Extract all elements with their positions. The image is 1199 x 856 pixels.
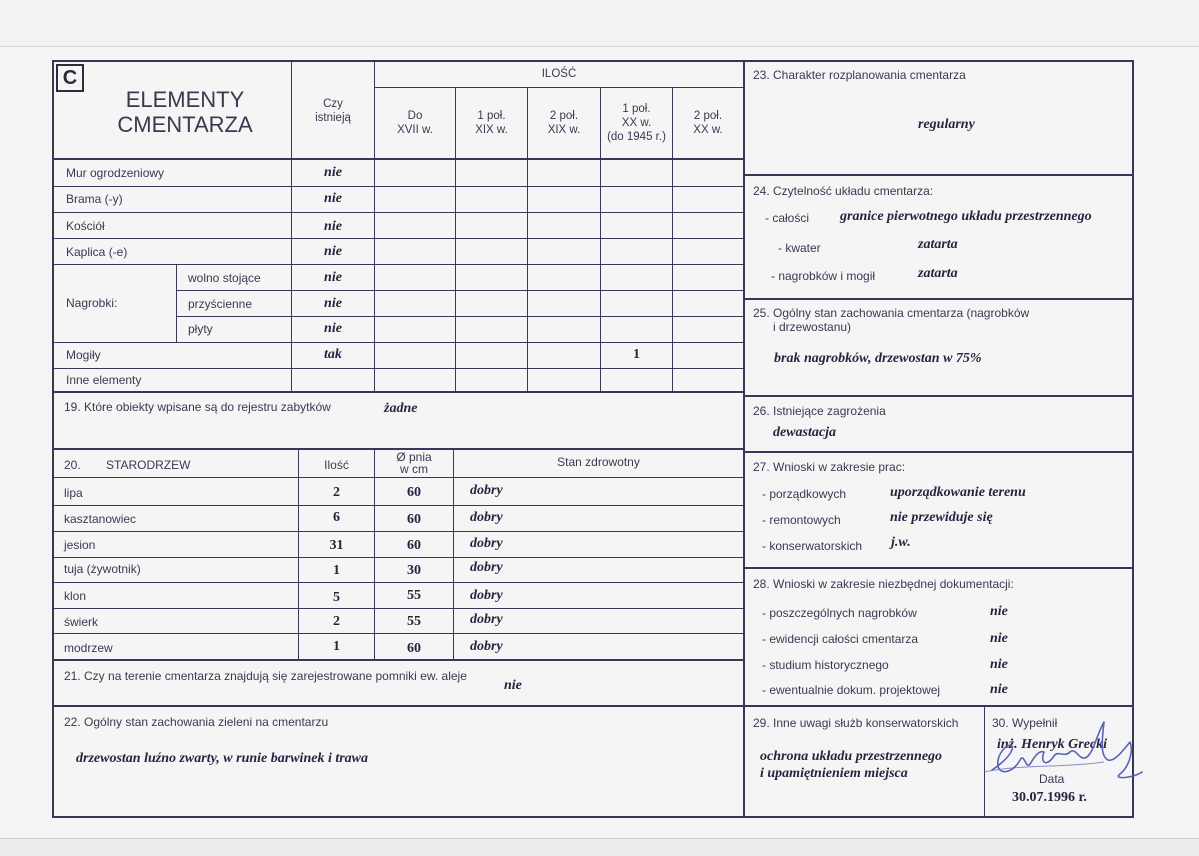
tree-state: dobry	[470, 612, 503, 627]
tree-qty: 1	[333, 563, 340, 578]
element-value: nie	[324, 244, 342, 259]
q28-item-answer: nie	[990, 682, 1008, 697]
element-value: nie	[324, 321, 342, 336]
ilosc-header: ILOŚĆ	[541, 68, 577, 80]
row-line	[744, 451, 1133, 453]
q29-label: 29. Inne uwagi służb konserwatorskich	[753, 716, 959, 730]
tree-qty: 5	[333, 590, 340, 605]
tree-diam: 60	[407, 538, 421, 553]
q27-item-label: - porządkowych	[762, 487, 847, 501]
row-line	[53, 342, 744, 343]
tree-state: dobry	[470, 588, 503, 603]
row-line	[53, 238, 744, 239]
tree-name: klon	[64, 589, 87, 603]
row-line	[53, 505, 744, 506]
q28-item-label: - poszczególnych nagrobków	[762, 606, 917, 620]
q27-item-answer: uporządkowanie terenu	[890, 485, 1026, 500]
row-line	[53, 264, 744, 265]
q24-item-label: - kwater	[778, 241, 821, 255]
period-header: Do XVII w.	[397, 110, 433, 136]
element-value: tak	[324, 347, 342, 362]
q30-date-label: Data	[1039, 772, 1065, 786]
period-header: 1 poł. XX w. (do 1945 r.)	[607, 103, 666, 143]
row-line	[53, 557, 744, 558]
q24-item-label: - całości	[765, 211, 810, 225]
q27-label: 27. Wnioski w zakresie prac:	[753, 460, 906, 474]
q28-item-answer: nie	[990, 631, 1008, 646]
row-line	[53, 608, 744, 609]
row-line	[53, 531, 744, 532]
row-line	[53, 633, 744, 634]
tree-name: kasztanowiec	[64, 512, 137, 526]
tree-state: dobry	[470, 510, 503, 525]
q21-answer: nie	[504, 678, 522, 693]
row-line	[53, 158, 744, 160]
q22-label: 22. Ogólny stan zachowania zieleni na cmentarzu	[64, 715, 329, 729]
q20-col-pnia: Ø pnia w cm	[396, 450, 432, 476]
frame-bottom	[52, 816, 1134, 818]
page-top-edge	[0, 0, 1199, 47]
q28-item-label: - ewidencji całości cmentarza	[762, 632, 919, 646]
tree-name: jesion	[64, 538, 96, 552]
exists-header: Czy istnieją	[315, 98, 351, 124]
element-value: nie	[324, 296, 342, 311]
row-line	[744, 395, 1133, 397]
row-line	[176, 290, 744, 291]
q25-answer: brak nagrobków, drzewostan w 75%	[774, 351, 982, 366]
tree-name: tuja (żywotnik)	[64, 562, 141, 576]
tree-diam: 60	[407, 512, 421, 527]
period-header: 2 poł. XX w.	[693, 110, 723, 136]
q24-item-answer: granice pierwotnego układu przestrzennego	[840, 209, 1092, 224]
tree-state: dobry	[470, 560, 503, 575]
q27-item-label: - remontowych	[762, 513, 841, 527]
element-value: nie	[324, 165, 342, 180]
row-line	[53, 582, 744, 583]
row-line	[53, 659, 744, 661]
q26-label: 26. Istniejące zagrożenia	[753, 404, 886, 418]
period-header: 1 poł. XIX w.	[475, 110, 508, 136]
col-line	[176, 264, 177, 342]
q24-item-answer: zatarta	[918, 237, 958, 252]
tree-qty: 6	[333, 510, 340, 525]
row-line	[53, 391, 744, 393]
tree-diam: 60	[407, 641, 421, 656]
period-header: 2 poł. XIX w.	[547, 110, 581, 136]
row-line	[53, 705, 744, 707]
element-value: nie	[324, 219, 342, 234]
signature-icon	[984, 712, 1144, 792]
q28-label: 28. Wnioski w zakresie niezbędnej dokumentacji:	[753, 577, 1014, 591]
q30-date: 30.07.1996 r.	[1012, 790, 1087, 805]
element-label: Mogiły	[66, 348, 101, 362]
row-line	[744, 705, 1133, 707]
nagrobki-label: Nagrobki:	[66, 296, 118, 310]
row-line	[374, 87, 744, 88]
q25-label: 25. Ogólny stan zachowania cmentarza (nagrobków i drzewostanu)	[753, 306, 1030, 334]
q27-item-label: - konserwatorskich	[762, 539, 863, 553]
row-line	[744, 567, 1133, 569]
tree-diam: 30	[407, 563, 421, 578]
q26-answer: dewastacja	[773, 425, 836, 440]
q20-number: 20.	[64, 458, 81, 472]
element-label: Mur ogrodzeniowy	[66, 166, 165, 180]
row-line	[53, 212, 744, 213]
row-line	[53, 186, 744, 187]
q20-label: STARODRZEW	[106, 458, 191, 472]
element-label: Kaplica (-e)	[66, 245, 128, 259]
tree-qty: 2	[333, 485, 340, 500]
tree-qty: 31	[329, 538, 344, 553]
page-bottom-edge	[0, 838, 1199, 856]
element-value: nie	[324, 191, 342, 206]
tree-name: modrzew	[64, 641, 113, 655]
q21-label: 21. Czy na terenie cmentarza znajdują się zarejestrowane pomniki ew. aleje	[64, 669, 467, 683]
element-label: Kościół	[66, 219, 105, 233]
q28-item-label: - studium historycznego	[762, 658, 889, 672]
q23-answer: regularny	[918, 117, 975, 132]
element-label: Brama (-y)	[66, 192, 123, 206]
q28-item-answer: nie	[990, 657, 1008, 672]
q24-item-label: - nagrobków i mogił	[771, 269, 876, 283]
title-line1: ELEMENTY	[125, 87, 245, 112]
tree-diam: 55	[407, 614, 421, 629]
q30-name: inż. Henryk Grecki	[997, 737, 1108, 752]
element-label: płyty	[188, 322, 213, 336]
element-label: przyścienne	[188, 297, 253, 311]
q27-item-answer: nie przewiduje się	[890, 510, 993, 525]
tree-qty: 2	[333, 614, 340, 629]
col-line	[453, 448, 454, 660]
q28-item-answer: nie	[990, 604, 1008, 619]
q30-label: 30. Wypełnił	[992, 716, 1058, 730]
q19-label: 19. Które obiekty wpisane są do rejestru zabytków	[64, 400, 331, 414]
tree-state: dobry	[470, 536, 503, 551]
element-label: wolno stojące	[188, 271, 261, 285]
q28-item-label: - ewentualnie dokum. projektowej	[762, 683, 941, 697]
tree-state: dobry	[470, 639, 503, 654]
element-value: nie	[324, 270, 342, 285]
tree-name: świerk	[64, 615, 99, 629]
q29-answer-line1: ochrona układu przestrzennego	[760, 749, 943, 764]
q27-item-answer: j.w.	[891, 535, 911, 550]
q19-answer: żadne	[384, 401, 418, 416]
title-line2: CMENTARZA	[117, 112, 253, 137]
tree-qty: 1	[333, 639, 340, 654]
q20-col-stan: Stan zdrowotny	[557, 455, 640, 469]
q24-label: 24. Czytelność układu cmentarza:	[753, 184, 934, 198]
row-line	[176, 316, 744, 317]
tree-name: lipa	[64, 486, 83, 500]
tree-diam: 55	[407, 588, 421, 603]
q23-label: 23. Charakter rozplanowania cmentarza	[753, 68, 966, 82]
element-label: Inne elementy	[66, 373, 142, 387]
q24-item-answer: zatarta	[918, 266, 958, 281]
frame-top	[52, 60, 1134, 62]
row-line	[744, 174, 1133, 176]
tree-diam: 60	[407, 485, 421, 500]
row-line	[744, 298, 1133, 300]
row-line	[53, 368, 744, 369]
q22-answer: drzewostan luźno zwarty, w runie barwinek i trawa	[76, 751, 369, 766]
tree-state: dobry	[470, 483, 503, 498]
row-line	[53, 477, 744, 478]
section-letter-box: C	[56, 64, 84, 92]
q29-answer-line2: i upamiętnieniem miejsca	[760, 766, 908, 781]
mogily-count: 1	[633, 347, 640, 362]
q20-col-ilosc: Ilość	[324, 458, 349, 472]
